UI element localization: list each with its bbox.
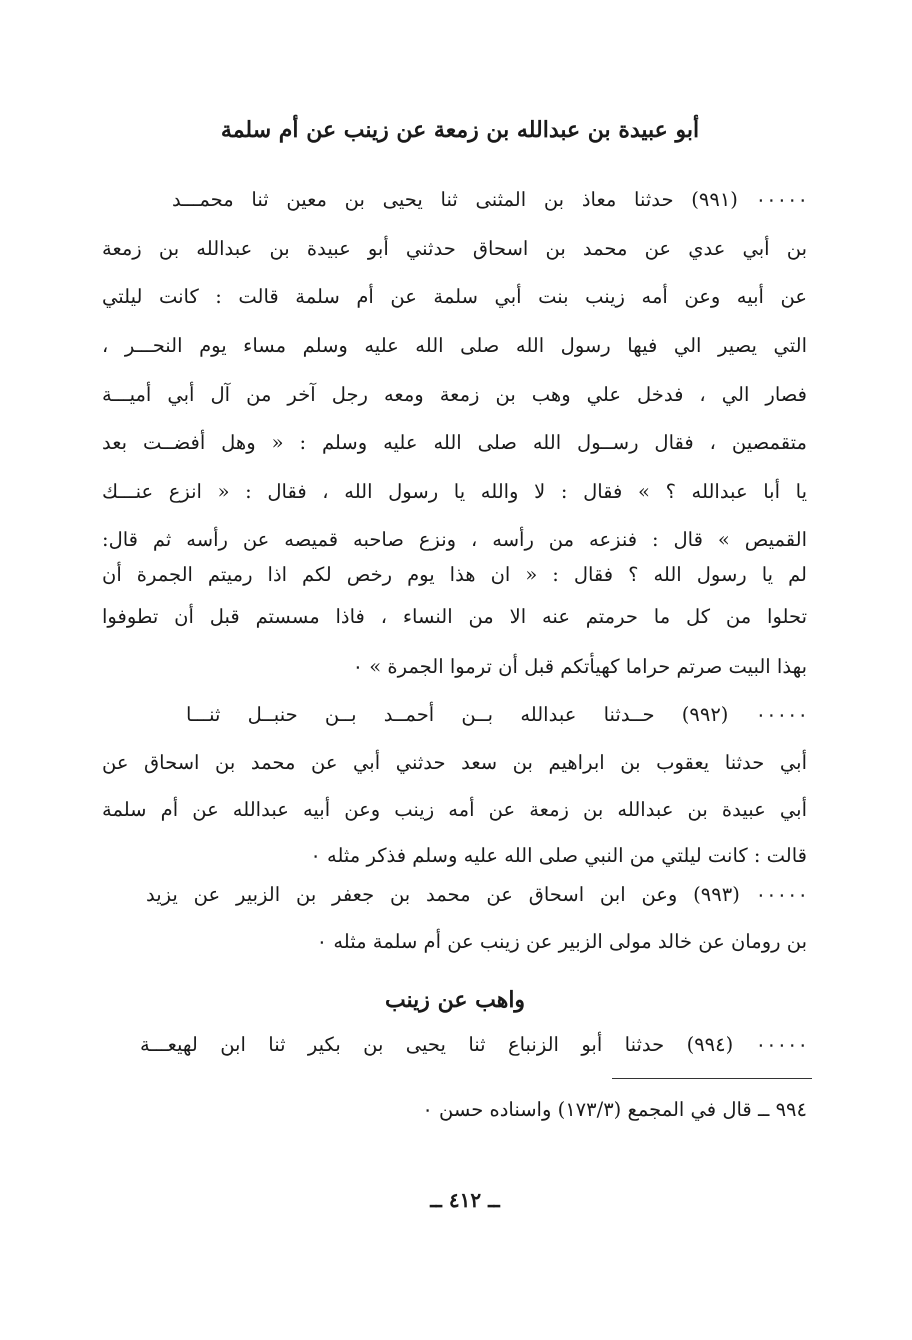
hadith-991-line: ٠٠٠٠٠ (٩٩١) حدثنا معاذ بن المثنى ثنا يحيى بن معين ثنا محمـــد (172, 188, 808, 211)
hadith-993-line: ٠٠٠٠٠ (٩٩٣) وعن ابن اسحاق عن محمد بن جعفر بن الزبير عن يزيد (146, 883, 808, 906)
hadith-991-line: عن أبيه وعن أمه زينب بنت أبي سلمة عن أم سلمة قالت : كانت ليلتي (102, 285, 807, 308)
hadith-991-line: التي يصير الي فيها رسول الله صلى الله عليه وسلم مساء يوم النحـــر ، (102, 334, 807, 357)
hadith-992-line: ٠٠٠٠٠ (٩٩٢) حــدثنا عبدالله بــن أحمــد بــن حنبــل ثنـــا (186, 703, 808, 726)
hadith-994-line: ٠٠٠٠٠ (٩٩٤) حدثنا أبو الزنباع ثنا يحيى بن بكير ثنا ابن لهيعـــة (140, 1033, 808, 1056)
hadith-991-line: فصار الي ، فدخل علي وهب بن زمعة ومعه رجل آخر من آل أبي أميـــة (102, 383, 807, 406)
footnote-separator (612, 1078, 812, 1079)
hadith-991-line: بهذا البيت صرتم حراما كهيأتكم قبل أن ترموا الجمرة » ٠ (352, 655, 807, 678)
section-title-wahib: واهب عن زينب (384, 987, 526, 1013)
hadith-992-line: أبي عبيدة بن عبدالله بن زمعة عن أمه زينب وعن أبيه عبدالله عن أم سلمة (102, 798, 807, 821)
section-title-abu-ubaida: أبو عبيدة بن عبدالله بن زمعة عن زينب عن أم سلمة (220, 117, 700, 143)
page-number: ــ ٤١٢ ــ (430, 1188, 500, 1212)
hadith-992-line: أبي حدثنا يعقوب بن ابراهيم بن سعد حدثني أبي عن محمد بن اسحاق عن (102, 751, 807, 774)
footnote: ٩٩٤ ــ قال في المجمع (١٧٣/٣) واسناده حسن ٠ (422, 1098, 807, 1121)
hadith-991-line: لم يا رسول الله ؟ فقال : « ان هذا يوم رخص لكم اذا رميتم الجمرة أن (102, 563, 807, 586)
hadith-993-line: بن رومان عن خالد مولى الزبير عن زينب عن أم سلمة مثله ٠ (316, 930, 807, 953)
hadith-991-line: تحلوا من كل ما حرمتم عنه الا من النساء ، فاذا مسستم قبل أن تطوفوا (102, 605, 807, 628)
hadith-991-line: بن أبي عدي عن محمد بن اسحاق حدثني أبو عبيدة بن عبدالله بن زمعة (102, 237, 807, 260)
hadith-991-line: متقمصين ، فقال رســول الله صلى الله عليه وسلم : « وهل أفضــت بعد (102, 431, 807, 454)
hadith-991-line: يا أبا عبدالله ؟ » فقال : لا والله يا رسول الله ، فقال : « انزع عنـــك (102, 480, 807, 503)
hadith-992-line: قالت : كانت ليلتي من النبي صلى الله عليه وسلم فذكر مثله ٠ (310, 844, 807, 867)
hadith-991-line: القميص » قال : فنزعه من رأسه ، ونزع صاحبه قميصه عن رأسه ثم قال: (102, 528, 807, 551)
